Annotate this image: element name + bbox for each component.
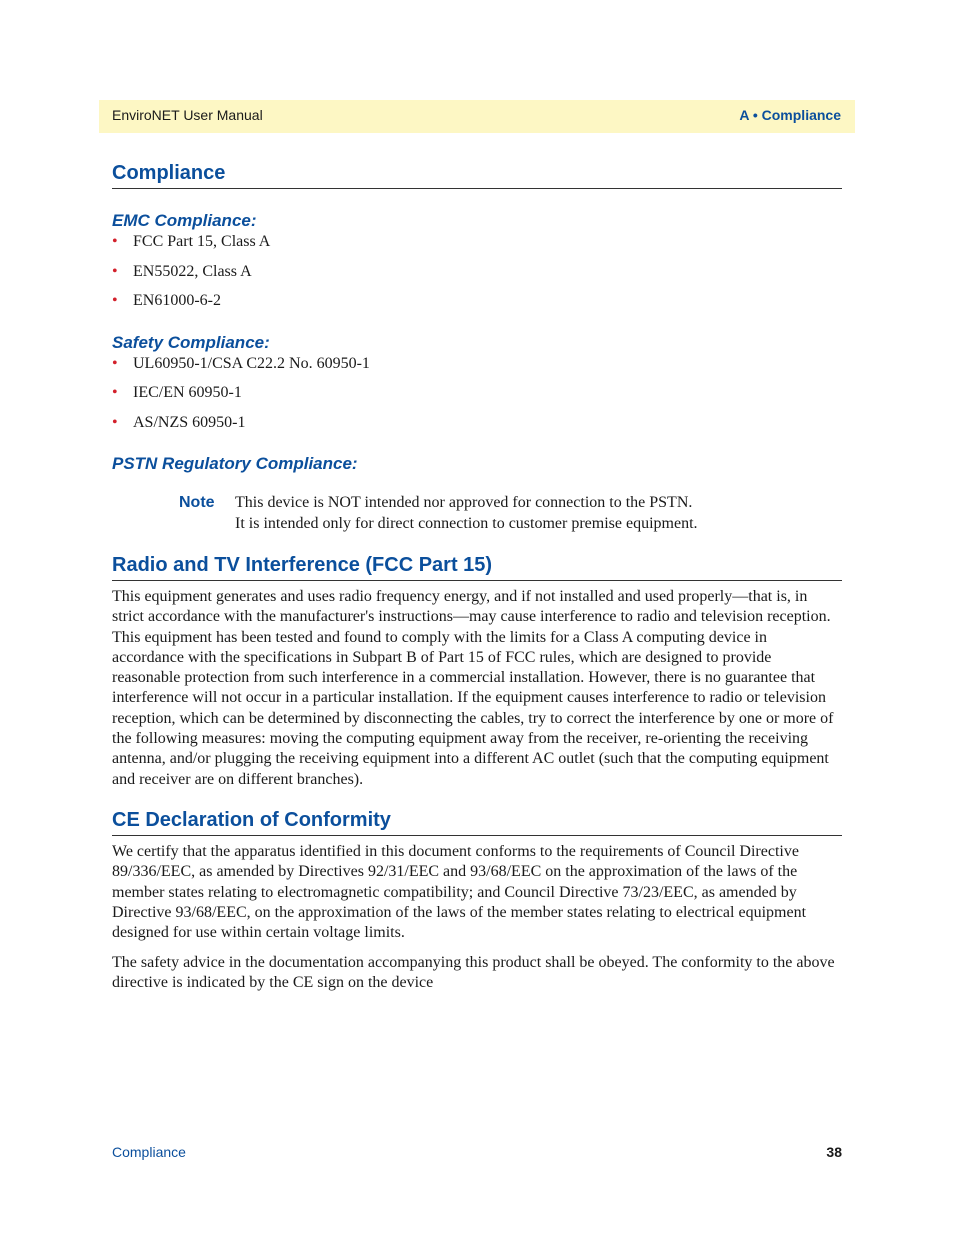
note-label: Note [179,494,215,511]
bullet-icon: • [112,263,118,280]
emc-compliance-heading: EMC Compliance: [112,211,257,230]
bullet-icon: • [112,414,118,431]
header-section-title: A • Compliance [739,107,841,123]
running-header [99,100,855,133]
list-item: • EN61000-6-2 [112,292,221,309]
list-item: • EN55022, Class A [112,263,252,280]
compliance-heading: Compliance [112,161,842,189]
page-number: 38 [826,1144,842,1160]
bullet-icon: • [112,355,118,372]
safety-compliance-heading: Safety Compliance: [112,333,270,352]
note-text: This device is NOT intended nor approved for connection to the PSTN. It is intended only for direct connection to customer premise equipment. [235,494,698,532]
footer-section-title: Compliance [112,1144,186,1160]
list-item: • UL60950-1/CSA C22.2 No. 60950-1 [112,355,370,372]
radio-tv-paragraph: This equipment generates and uses radio frequency energy, and if not installed and used properly—that is, in strict accordance with the manufacturer's instructions—may cause interference to radio and television reception. This equipment has been tested and found to comply with the limits for a Class A computing device in accordance with the specifications in Subpart B of Part 15 of FCC rules, which are designed to provide reasonable protection from such interference in a commercial installation. However, there is no guarantee that interference will not occur in a particular installation. If the equipment causes interference to radio or television reception, which can be determined by disconnecting the cables, try to correct the interference by one or more of the following measures: moving the computing equipment away from the receiver, re-orienting the receiving antenna, and/or plugging the receiving equipment into a different AC outlet (such that the computing equipment and receiver are on different branches). [112,588,834,788]
ce-paragraph-2: The safety advice in the documentation accompanying this product shall be obeyed. The conformity to the above directive is indicated by the CE sign on the device [112,954,835,992]
header-manual-title: EnviroNET User Manual [112,107,263,123]
bullet-icon: • [112,292,118,309]
ce-declaration-heading: CE Declaration of Conformity [112,808,842,836]
list-item: • IEC/EN 60950-1 [112,384,242,401]
ce-paragraph-1: We certify that the apparatus identified in this document conforms to the requirements of Council Directive 89/336/EEC, as amended by Directives 92/31/EEC and 93/68/EEC on the approximation of the laws of the member states relating to electromagnetic compatibility; and Council Directive 73/23/EEC, as amended by Directive 93/68/EEC, on the approximation of the laws of the member states relating to electrical equipment designed for use within certain voltage limits. [112,843,807,942]
pstn-compliance-heading: PSTN Regulatory Compliance: [112,454,358,473]
bullet-icon: • [112,233,118,250]
list-item: • AS/NZS 60950-1 [112,414,246,431]
list-item: • FCC Part 15, Class A [112,233,271,250]
radio-tv-interference-heading: Radio and TV Interference (FCC Part 15) [112,553,842,581]
bullet-icon: • [112,384,118,401]
